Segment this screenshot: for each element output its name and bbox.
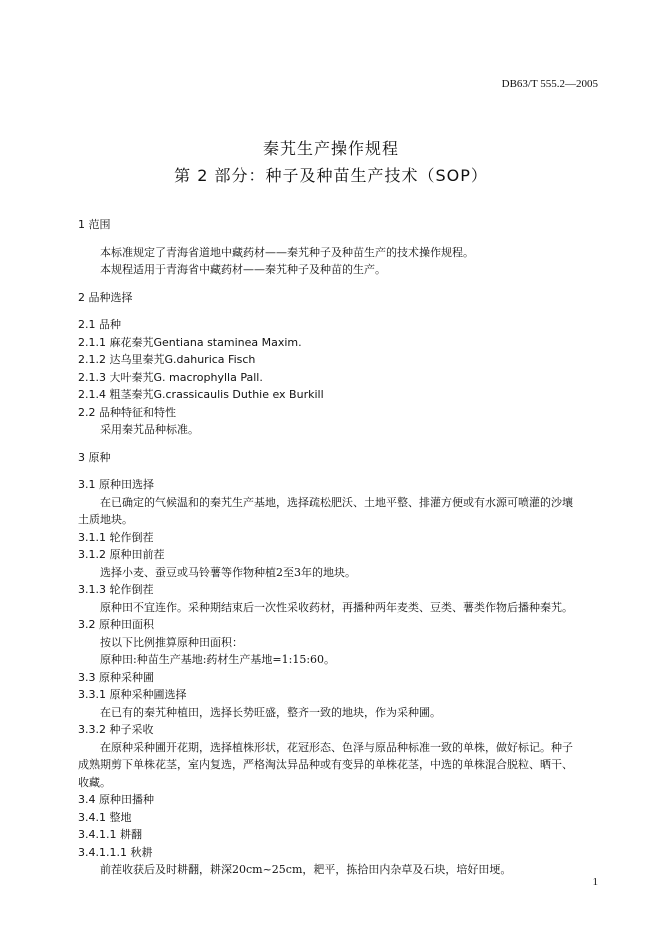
page-number: 1: [592, 876, 598, 888]
section-3-heading: 3 原种: [78, 450, 111, 464]
paragraph: 原种田不宜连作。采种期结束后一次性采收药材，再播种两年麦类、豆类、薯类作物后播种秦艽。: [100, 600, 573, 614]
subsection-heading: 3.4.1 整地: [78, 810, 132, 824]
paragraph-continuation: 收藏。: [78, 775, 111, 789]
paragraph: 在已有的秦艽种植田，选择长势旺盛，整齐一致的地块，作为采种圃。: [100, 705, 441, 719]
subsection-heading: 2.1 品种: [78, 318, 121, 331]
document-title: 秦艽生产操作规程: [262, 139, 399, 158]
section-2-heading: 2 品种选择: [78, 290, 133, 304]
paragraph: 选择小麦、蚕豆或马铃薯等作物种植2至3年的地块。: [100, 565, 356, 579]
paragraph: 原种田:种苗生产基地:药材生产基地=1:15:60。: [100, 653, 336, 666]
subsection-heading: 3.1.1 轮作倒茬: [78, 530, 154, 544]
subsection-heading: 2.1.2 达乌里秦艽G.dahurica Fisch: [78, 353, 256, 366]
paragraph: 采用秦艽品种标准。: [100, 423, 199, 436]
subsection-heading: 3.4.1.1 耕翻: [78, 828, 142, 841]
subsection-heading: 3.3.1 原种采种圃选择: [78, 688, 187, 701]
subsection-heading: 3.4 原种田播种: [78, 793, 154, 806]
subsection-heading: 3.2 原种田面积: [78, 618, 154, 631]
subsection-heading: 3.3 原种采种圃: [78, 670, 154, 684]
document-subtitle: 第 2 部分：种子及种苗生产技术（SOP）: [174, 166, 488, 185]
subsection-heading: 3.3.2 种子采收: [78, 723, 154, 736]
subsection-heading: 2.1.1 麻花秦艽Gentiana staminea Maxim.: [78, 335, 302, 349]
paragraph-continuation: 成熟期剪下单株花茎，室内复选，严格淘汰异品种或有变异的单株花茎，中选的单株混合脱粒、晒干、: [78, 758, 573, 771]
paragraph: 前茬收获后及时耕翻，耕深20cm~25cm，耙平，拣拾田内杂草及石块，培好田埂。: [100, 863, 512, 876]
paragraph: 本规程适用于青海省中藏药材——秦艽种子及种苗的生产。: [100, 263, 386, 276]
subsection-heading: 3.1 原种田选择: [78, 478, 154, 491]
paragraph: 在原种采种圃开花期，选择植株形状，花冠形态、色泽与原品种标准一致的单株，做好标记。种子: [100, 740, 573, 754]
subsection-heading: 2.1.4 粗茎秦艽G.crassicaulis Duthie ex Burkill: [78, 388, 324, 401]
subsection-heading: 3.1.2 原种田前茬: [78, 548, 165, 561]
paragraph: 按以下比例推算原种田面积：: [100, 635, 243, 649]
standard-code: DB63/T 555.2—2005: [501, 78, 598, 90]
section-1-heading: 1 范围: [78, 218, 111, 231]
paragraph-continuation: 土质地块。: [78, 513, 133, 526]
document-body: [78, 216, 602, 879]
subsection-heading: 2.1.3 大叶秦艽G. macrophylla Pall.: [78, 370, 263, 384]
paragraph: 在已确定的气候温和的秦艽生产基地，选择疏松肥沃、土地平整、排灌方便或有水源可喷灌的沙壤: [100, 495, 573, 509]
paragraph: 本标准规定了青海省道地中藏药材——秦艽种子及种苗生产的技术操作规程。: [100, 245, 474, 259]
subsection-heading: 3.4.1.1.1 秋耕: [78, 845, 153, 859]
subsection-heading: 2.2 品种特征和特性: [78, 405, 176, 419]
subsection-heading: 3.1.3 轮作倒茬: [78, 583, 154, 596]
